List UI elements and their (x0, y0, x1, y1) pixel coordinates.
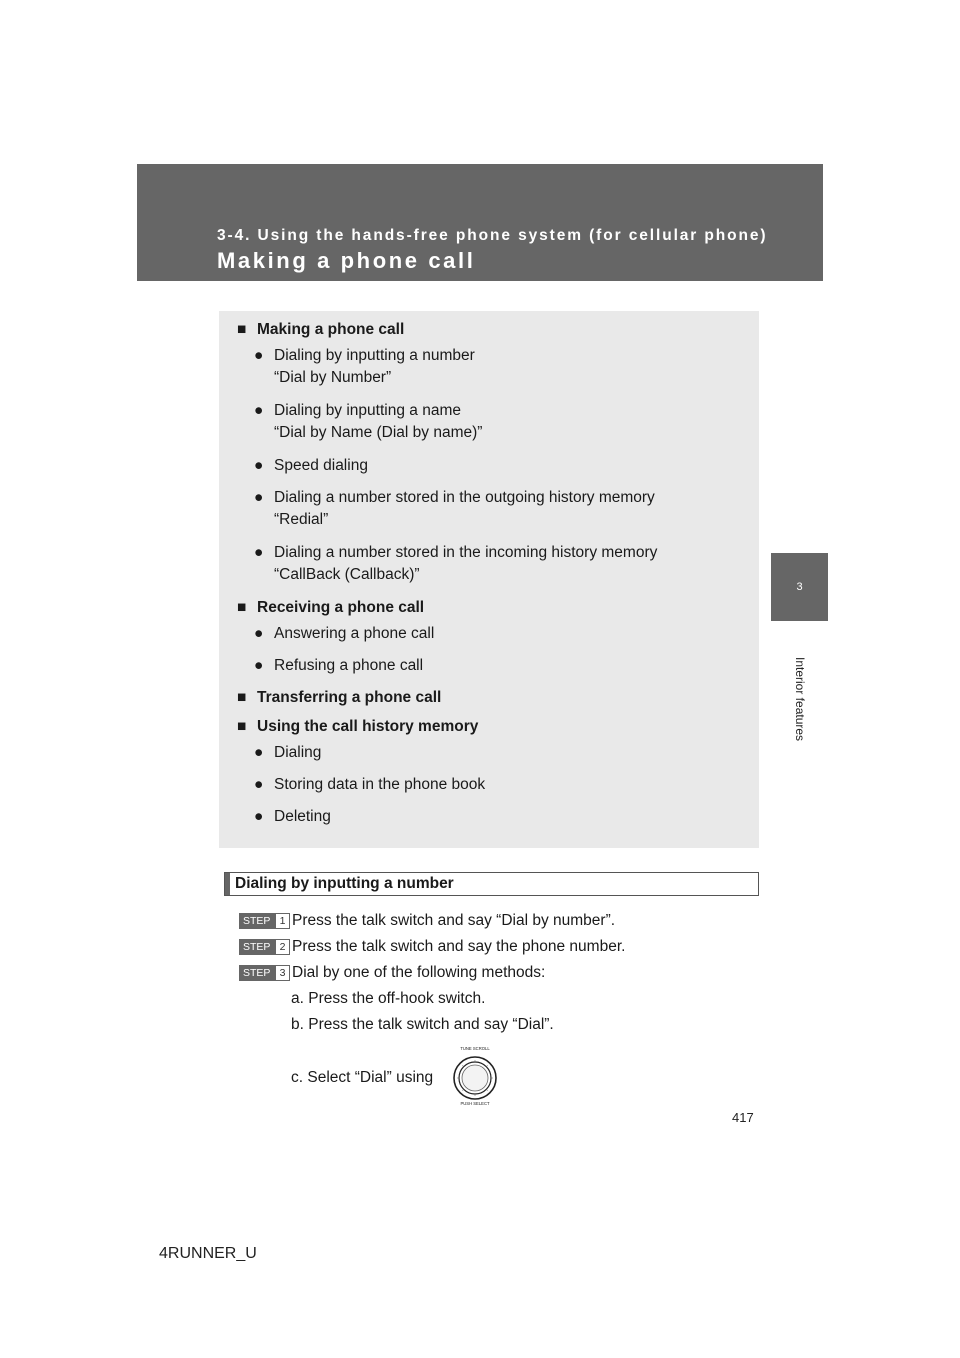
circle-bullet-icon: ● (254, 744, 264, 761)
step-badge: STEP 3 (239, 965, 290, 981)
section-label: 3-4. Using the hands-free phone system (for cellular phone) (217, 227, 768, 244)
chapter-name: Interior features (793, 657, 807, 742)
method-a: a. Press the off-hook switch. (291, 990, 486, 1007)
circle-bullet-icon: ● (254, 625, 264, 642)
list-item: ● Dialing by inputting a name “Dial by Name (Dial by name)” (254, 402, 483, 441)
summary-heading: ■ Making a phone call (237, 319, 404, 341)
list-item: ● Dialing a number stored in the outgoing history memory “Redial” (254, 489, 655, 528)
summary-box (219, 311, 759, 848)
step-3 (239, 964, 545, 982)
square-bullet-icon: ■ (237, 689, 247, 706)
summary-heading: ■ Using the call history memory (237, 716, 478, 738)
list-item: ● Dialing by inputting a number “Dial by Number” (254, 347, 475, 386)
step-text: Press the talk switch and say “Dial by number”. (292, 912, 616, 929)
list-item: ● Answering a phone call (254, 623, 434, 645)
list-item: ● Storing data in the phone book (254, 774, 485, 796)
list-item: ● Dialing a number stored in the incoming history memory “CallBack (Callback)” (254, 544, 658, 583)
subsection-title: Dialing by inputting a number (235, 875, 454, 892)
list-item: ● Refusing a phone call (254, 655, 423, 677)
knob-bottom-label: PUSH SELECT (460, 1101, 490, 1106)
list-item: ● Deleting (254, 806, 331, 828)
summary-heading: ■ Transferring a phone call (237, 687, 441, 709)
page-number: 417 (732, 1110, 754, 1125)
tune-select-knob-icon (452, 1044, 498, 1108)
step-1 (239, 912, 615, 930)
method-c: c. Select “Dial” using (291, 1069, 434, 1086)
circle-bullet-icon: ● (254, 544, 264, 561)
heading-bar (225, 873, 230, 895)
step-text: Press the talk switch and say the phone number. (292, 938, 626, 955)
subsection-heading (224, 872, 759, 896)
circle-bullet-icon: ● (254, 402, 264, 419)
footer-model: 4RUNNER_U (159, 1245, 257, 1262)
circle-bullet-icon: ● (254, 776, 264, 793)
chapter-tab (771, 553, 828, 621)
circle-bullet-icon: ● (254, 489, 264, 506)
circle-bullet-icon: ● (254, 347, 264, 364)
circle-bullet-icon: ● (254, 457, 264, 474)
list-item: ● Speed dialing (254, 455, 368, 477)
square-bullet-icon: ■ (237, 599, 247, 616)
page-title: Making a phone call (217, 248, 476, 273)
step-badge: STEP 2 (239, 939, 290, 955)
circle-bullet-icon: ● (254, 808, 264, 825)
chapter-number: 3 (796, 581, 803, 593)
summary-heading: ■ Receiving a phone call (237, 597, 424, 619)
circle-bullet-icon: ● (254, 657, 264, 674)
step-badge: STEP 1 (239, 913, 290, 929)
knob-top-label: TUNE SCROLL (460, 1046, 490, 1051)
square-bullet-icon: ■ (237, 718, 247, 735)
step-text: Dial by one of the following methods: (292, 964, 546, 981)
section-header (137, 164, 823, 281)
method-b: b. Press the talk switch and say “Dial”. (291, 1016, 554, 1033)
list-item: ● Dialing (254, 742, 321, 764)
square-bullet-icon: ■ (237, 321, 247, 338)
step-2 (239, 938, 625, 956)
